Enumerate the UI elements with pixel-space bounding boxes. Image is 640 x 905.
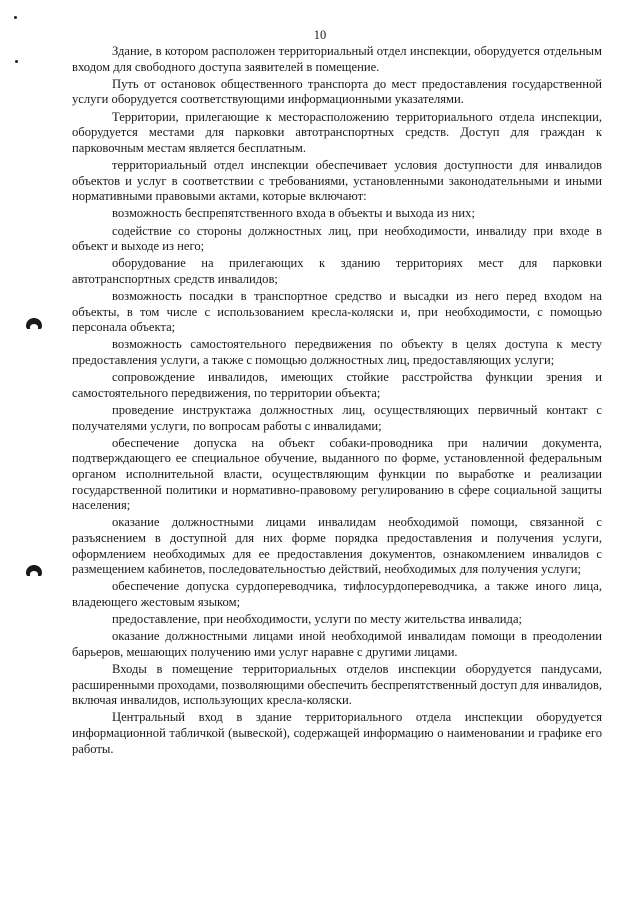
document-body xyxy=(72,44,602,759)
paragraph: возможность посадки в транспортное средство и высадки из него перед входом на объекты, в том числе с использованием кресла-коляски и, при необходимости, с помощью персонала объекта; xyxy=(72,289,602,335)
paragraph: проведение инструктажа должностных лиц, осуществляющих первичный контакт с получателями услуги, по вопросам работы с инвалидами; xyxy=(72,403,602,433)
page-number: 10 xyxy=(313,28,327,42)
paragraph: возможность самостоятельного передвижения по объекту в целях доступа к месту предоставления услуги, а также с помощью должностных лиц, предоставляющих услуги; xyxy=(72,337,602,368)
paragraph: сопровождение инвалидов, имеющих стойкие расстройства функции зрения и самостоятельного передвижения, по территории объекта; xyxy=(72,370,602,400)
paragraph: оказание должностными лицами инвалидам необходимой помощи, связанной с разъяснением в доступной для них форме порядка предоставления и получения услуги, оформлением необходимых для ее предоставления документов, ознакомлением инвалидов с размещением кабинетов, последовательностью действий, необходимых для получения услуги; xyxy=(72,515,602,577)
paragraph: возможность беспрепятственного входа в объекты и выхода из них; xyxy=(112,206,475,221)
paragraph: Здание, в котором расположен территориальный отдел инспекции, оборудуется отдельным входом для свободного доступа заявителей в помещение. xyxy=(72,44,602,74)
scan-speck xyxy=(14,16,17,19)
paragraph: Входы в помещение территориальных отделов инспекции оборудуется пандусами, расширенными проходами, позволяющими обеспечить беспрепятственный доступ для инвалидов, включая инвалидов, использующих кресла-коляски. xyxy=(72,662,602,708)
paragraph: территориальный отдел инспекции обеспечивает условия доступности для инвалидов объектов и услуг в соответствии с требованиями, установленными законодательными и иными нормативными правовыми актами, которые включают: xyxy=(72,157,602,204)
paragraph: Центральный вход в здание территориального отдела инспекции оборудуется информационной табличкой (вывеской), содержащей информацию о наименовании и графике его работы. xyxy=(72,710,602,756)
punch-hole-mark xyxy=(26,318,42,329)
paragraph: содействие со стороны должностных лиц, при необходимости, инвалиду при входе в объект и выходе из него; xyxy=(72,223,602,254)
paragraph: обеспечение допуска сурдопереводчика, тифлосурдопереводчика, а также иного лица, владеющего жестовым языком; xyxy=(72,579,602,609)
scan-speck xyxy=(15,60,18,63)
paragraph: обеспечение допуска на объект собаки-проводника при наличии документа, подтверждающего ее специальное обучение, выданного по форме, установленной федеральным органом исполнительной власти, осуществляющим функции по выработке и реализации государственной политики и нормативно-правовому регулированию в сфере социальной защиты населения; xyxy=(72,435,602,513)
paragraph: оборудование на прилегающих к зданию территориях мест для парковки автотранспортных средств инвалидов; xyxy=(72,256,602,286)
punch-hole-mark xyxy=(26,565,42,576)
paragraph: Путь от остановок общественного транспорта до мест предоставления государственной услуги оборудуется соответствующими информационными указателями. xyxy=(72,76,602,107)
paragraph: оказание должностными лицами иной необходимой инвалидам помощи в преодолении барьеров, мешающих получению ими услуг наравне с другими лицами. xyxy=(72,629,602,659)
paragraph: предоставление, при необходимости, услуги по месту жительства инвалида; xyxy=(112,612,523,627)
paragraph: Территории, прилегающие к месторасположению территориального отдела инспекции, оборудуется местами для парковки автотранспортных средств. Доступ для граждан к парковочным местам является бесплатным. xyxy=(72,109,602,155)
